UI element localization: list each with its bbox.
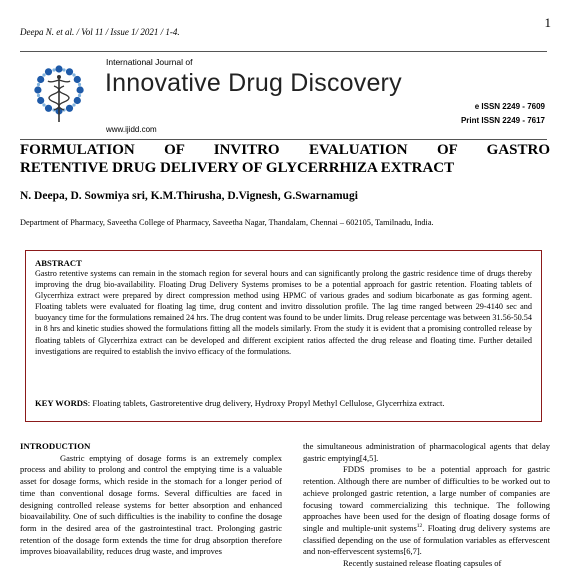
introduction-heading: INTRODUCTION <box>20 441 91 451</box>
paper-title-line-1: FORMULATION OF INVITRO EVALUATION OF GASTRO <box>20 142 550 158</box>
keywords-text: : Floating tablets, Gastroretentive drug delivery, Hydroxy Propyl Methyl Cellulose, Glycerrhiza extract. <box>87 398 445 408</box>
eissn: e ISSN 2249 - 7609 <box>474 102 545 111</box>
left-column <box>20 441 282 558</box>
journal-small-title: International Journal of <box>106 57 193 67</box>
authors: N. Deepa, D. Sowmiya sri, K.M.Thirusha, D.Vignesh, G.Swarnamugi <box>20 190 358 202</box>
caduceus-logo-icon <box>24 60 94 130</box>
pissn: Print ISSN 2249 - 7617 <box>460 116 545 125</box>
abstract-text: Gastro retentive systems can remain in the stomach region for several hours and can significantly prolong the gastric residence time of drugs thereby improving the drug bio-availability. Floating Drug Delivery Systems promises to be a potential approach for gastric retention. Floating tablets of Glycerrhiza extract were prepared by direct compression method using HPMC of various grades and sodium bicarbonate as gas forming agent. Floating tablets were evaluated for floating lag time, drug content and invitro dissolution profile. The lag time ranged between 29-4140 sec and buoyancy time for the formulations remained 24 hrs. The drug content was found to be under limits. Drug release percentage was between 31.56-50.54 in 8 hrs and kinetic studies showed the formulations fitting all the models similarly. From the study it is evident that a promising controlled release by floating tablets of Glycerrhiza extract can be developed and different excipient ratios affected the drug release and floating time. Further detailed investigations are required to establish the invivo efficacy of the formulations. <box>35 269 532 356</box>
paper-title <box>20 141 550 177</box>
page-number: 1 <box>544 15 551 30</box>
abstract-box <box>25 250 542 422</box>
intro-paragraph-1: Gastric emptying of dosage forms is an extremely complex process and ability to prolong and control the emptying time is a valuable asset for dosage forms, which reside in the stomach for a longer period of time than conventional dosage forms. Several difficulties are faced in designing controlled release systems for better absorption and enhanced bioavailability. One of such difficulties is the inability to confine the dosage form in the desired area of the gastrointestinal tract. Prolonging gastric retention of the dosage form extends the time for drug absorption therefore improves bioavailability, reduces drug waste, and improves <box>20 452 282 557</box>
right-column <box>303 441 550 570</box>
abstract-heading: ABSTRACT <box>35 258 82 268</box>
journal-url: www.ijidd.com <box>106 125 157 134</box>
intro-paragraph-4: Recently sustained release floating capsules of <box>343 558 502 569</box>
journal-name: Innovative Drug Discovery <box>105 69 402 97</box>
keywords-label: KEY WORDS <box>35 398 88 408</box>
citation: Deepa N. et al. / Vol 11 / Issue 1/ 2021 / 1-4. <box>20 27 180 37</box>
paper-title-line-2: RETENTIVE DRUG DELIVERY OF GLYCERRHIZA EXTRACT <box>20 160 455 176</box>
keywords <box>35 398 445 408</box>
affiliation: Department of Pharmacy, Saveetha College of Pharmacy, Saveetha Nagar, Thandalam, Chennai – 602105, Tamilnadu, India. <box>20 218 434 227</box>
intro-paragraph-3 <box>303 464 550 558</box>
citation-superscript: 12 <box>416 523 423 530</box>
intro-paragraph-2: the simultaneous administration of pharmacological agents that delay gastric emptying[4,5]. <box>303 441 550 463</box>
intro-paragraph-3-a: FDDS promises to be a potential approach for gastric retention. Although there are number of difficulties to be worked out to achieve prolonged gastric retention, a large number of companies are focusing toward commercializing this technique. The following approaches have been used for the design of floating dosage forms of single and multiple-unit systems <box>303 464 550 533</box>
intro-paragraph-3-b: . Floating drug delivery systems are classified depending on the use of formulation variables as effervescent and non-effervescent systems[6,7]. <box>303 522 550 557</box>
journal-header <box>20 51 547 140</box>
